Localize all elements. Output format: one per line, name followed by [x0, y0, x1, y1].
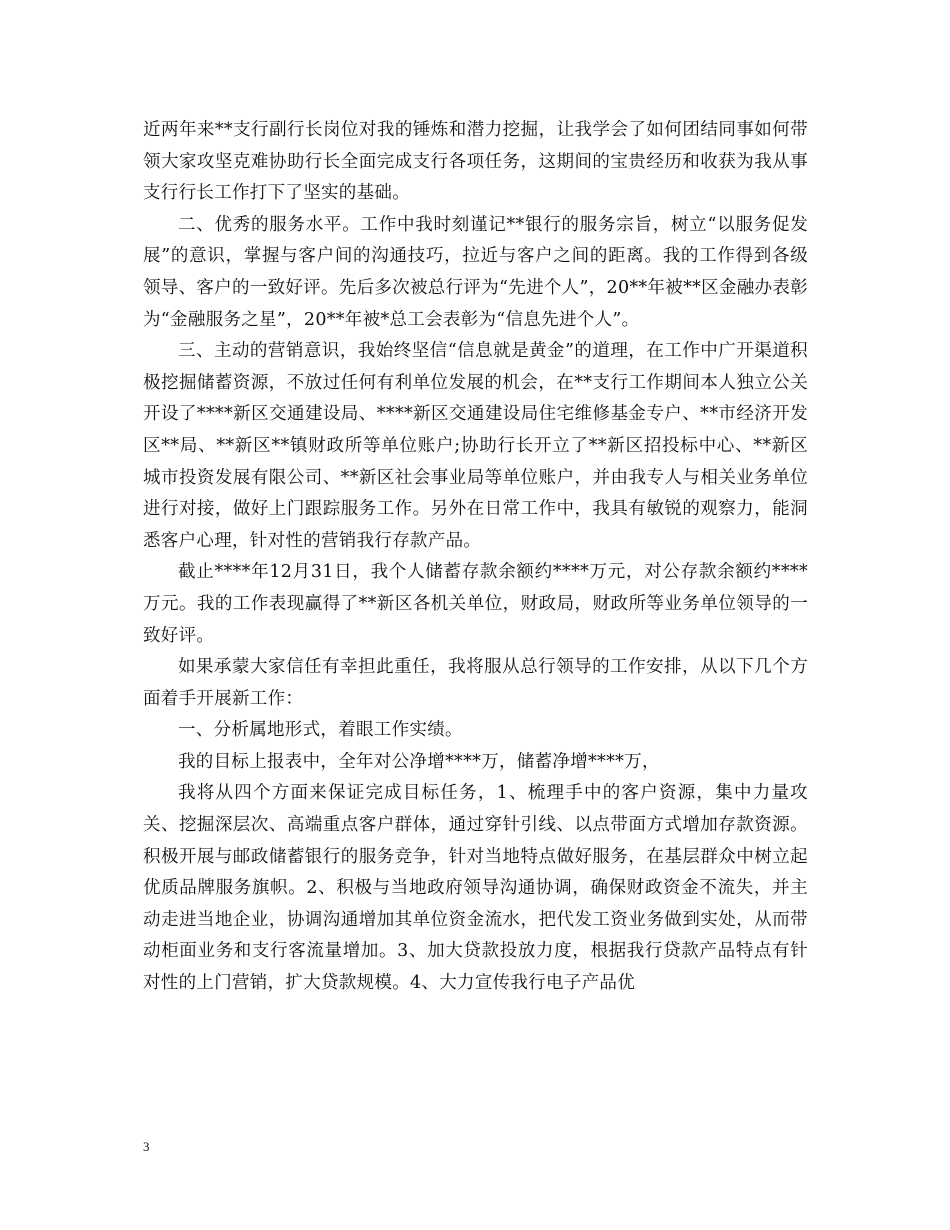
- paragraph-1: 近两年来**支行副行长岗位对我的锤炼和潜力挖掘，让我学会了如何团结同事如何带领大家攻坚克难协助行长全面完成支行各项任务，这期间的宝贵经历和收获为我从事支行行长工作打下了坚实的基础。: [143, 120, 808, 204]
- document-body: [143, 115, 808, 1000]
- paragraph-8: 我将从四个方面来保证完成目标任务，1、梳理手中的客户资源，集中力量攻关、挖掘深层次、高端重点客户群体，通过穿针引线、以点带面方式增加存款资源。积极开展与邮政储蓄银行的服务竞争，针对当地特点做好服务，在基层群众中树立起优质品牌服务旗帜。2、积极与当地政府领导沟通协调，确保财政资金不流失，并主动走进当地企业，协调沟通增加其单位资金流水，把代发工资业务做到实处，从而带动柜面业务和支行客流量增加。3、加大贷款投放力度，根据我行贷款产品特点有针对性的上门营销，扩大贷款规模。4、大力宣传我行电子产品优: [143, 783, 808, 994]
- paragraph-6: 一、分析属地形式，着眼工作实绩。: [178, 720, 463, 741]
- page-number: 3: [143, 1139, 150, 1154]
- paragraph-5: 如果承蒙大家信任有幸担此重任，我将服从总行领导的工作安排，从以下几个方面着手开展新工作：: [143, 657, 808, 709]
- paragraph-2: 二、优秀的服务水平。工作中我时刻谨记**银行的服务宗旨，树立“以服务促发展”的意识，掌握与客户间的沟通技巧，拉近与客户之间的距离。我的工作得到各级领导、客户的一致好评。先后多次被总行评为“先进个人”，20**年被**区金融办表彰为“金融服务之星”，20**年被*总工会表彰为“信息先进个人”。: [143, 214, 808, 330]
- paragraph-3: 三、主动的营销意识，我始终坚信“信息就是黄金”的道理，在工作中广开渠道积极挖掘储蓄资源，不放过任何有利单位发展的机会，在**支行工作期间本人独立公关开设了****新区交通建设局、****新区交通建设局住宅维修基金专户、**市经济开发区**局、**新区**镇财政所等单位账户;协助行长开立了**新区招投标中心、**新区城市投资发展有限公司、**新区社会事业局等单位账户，并由我专人与相关业务单位进行对接，做好上门跟踪服务工作。另外在日常工作中，我具有敏锐的观察力，能洞悉客户心理，针对性的营销我行存款产品。: [143, 341, 808, 551]
- paragraph-7: 我的目标上报表中，全年对公净增****万，储蓄净增****万，: [178, 751, 660, 772]
- paragraph-4: 截止****年12月31日，我个人储蓄存款余额约****万元，对公存款余额约****万元。我的工作表现赢得了**新区各机关单位，财政局，财政所等业务单位领导的一致好评。: [143, 562, 808, 646]
